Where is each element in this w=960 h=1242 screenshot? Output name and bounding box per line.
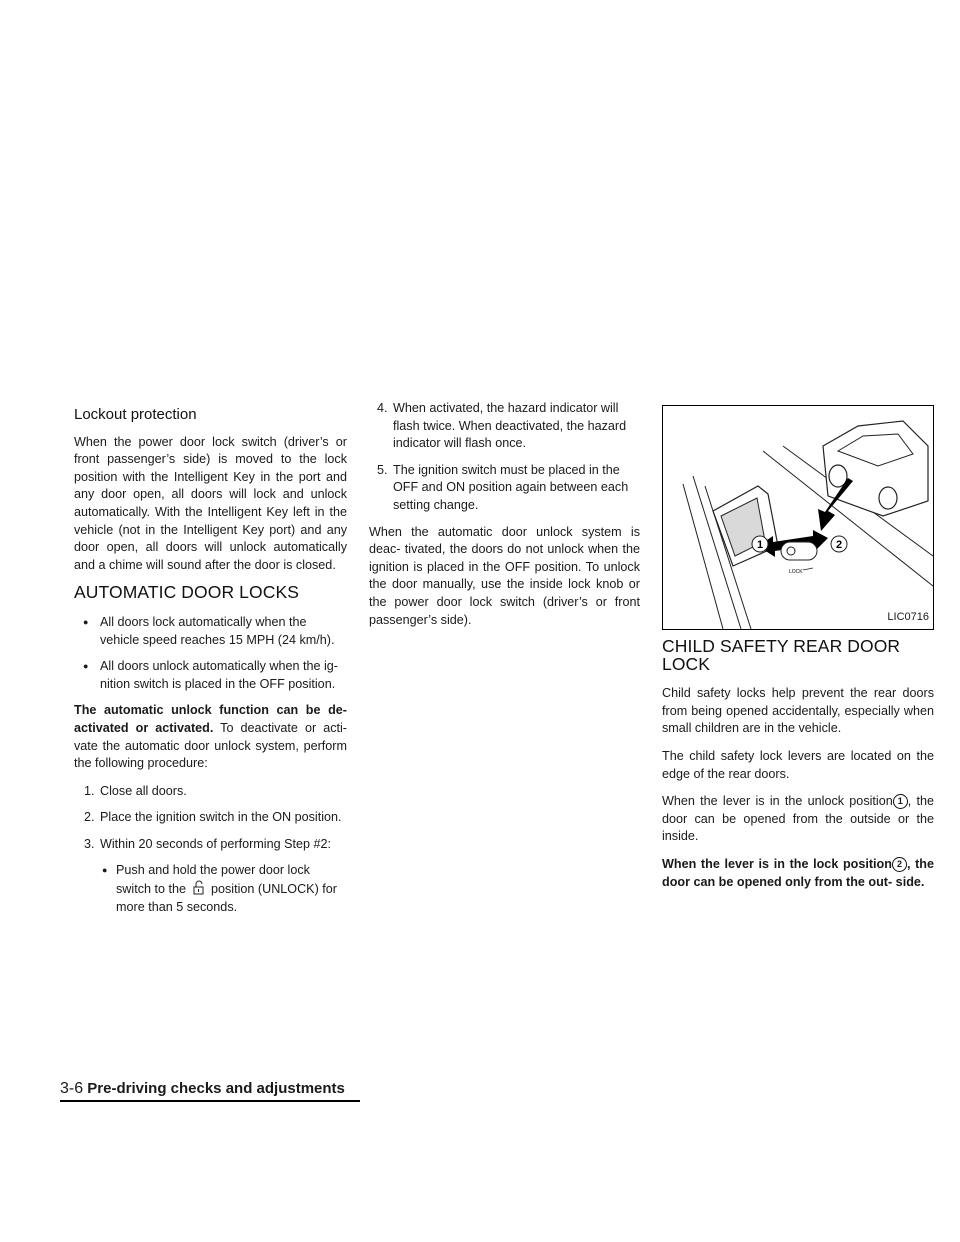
bullet-item: ● All doors lock automatically when the vehicle speed reaches 15 MPH (24 km/h). xyxy=(74,614,347,649)
figure-label-1: 1 xyxy=(756,539,764,551)
substep-text-a: Push and hold the power door lock switch to the xyxy=(116,863,310,897)
page-number: 3-6 xyxy=(60,1080,84,1097)
section-title: Pre-driving checks and adjustments xyxy=(87,1080,345,1097)
step-number: 2. xyxy=(84,810,95,825)
step-number: 5. xyxy=(377,462,388,477)
illustration-drawing xyxy=(663,406,933,629)
child-safety-p3 xyxy=(662,793,934,846)
child-safety-p4 xyxy=(662,856,934,891)
intro-bold: The automatic unlock function can be de- activated or activated. xyxy=(74,703,347,735)
step-text: Within 20 seconds of performing Step #2: xyxy=(100,836,332,851)
sub-bullet-item xyxy=(74,862,347,916)
step-item xyxy=(74,809,347,827)
child-safety-lock-illustration xyxy=(662,405,934,630)
step-number: 1. xyxy=(84,783,95,798)
lockout-protection-text: When the power door lock switch (driver’s or front passenger’s side) is moved to the lock position with the Intelligent Key in the port and any door open, all doors will lock and unlock automatically. With the Intelligent Key left in the vehicle (not in the Intelligent Key port) and any door open, all doors will unlock automatically and a chime will sound after the door is closed. xyxy=(74,434,347,572)
step-number: 3. xyxy=(84,836,95,851)
step-item xyxy=(74,783,347,801)
bullet-item: ● All doors unlock automatically when the ig- nition switch is placed in the OFF position. xyxy=(74,658,347,693)
figure-code: LIC0716 xyxy=(887,611,929,624)
unlock-switch-icon xyxy=(190,880,208,896)
page-footer xyxy=(60,1080,345,1098)
step-item xyxy=(74,836,347,854)
deactivated-paragraph: When the automatic door unlock system is deac- tivated, the doors do not unlock when the ignition is placed in the OFF position. To unlock the door manually, use the inside lock knob or the power door lock switch (driver’s or front passenger’s side). xyxy=(369,524,640,627)
step-text: Close all doors. xyxy=(100,783,187,798)
figure-lock-text: LOCK xyxy=(789,569,803,575)
step-item xyxy=(369,400,640,453)
column-left xyxy=(74,400,347,925)
intro-rest: To deactivate or acti- vate the automatic door unlock system, perform the following procedure: xyxy=(74,720,347,771)
automatic-door-locks-heading: AUTOMATIC DOOR LOCKS xyxy=(74,582,299,603)
circled-number-2: 2 xyxy=(892,857,907,872)
circled-number-1: 1 xyxy=(893,794,908,809)
child-safety-p1: Child safety locks help prevent the rear doors from being opened accidentally, especially when small children are in the vehicle. xyxy=(662,686,934,736)
child-safety-heading: CHILD SAFETY REAR DOOR LOCK xyxy=(662,636,901,674)
p4-text-a: When the lever is in the lock position xyxy=(662,856,892,871)
p3-text-b: , the door can be opened from the outside or the inside. xyxy=(662,794,934,844)
p4-text-b: , the door can be opened only from the out- side. xyxy=(662,856,935,889)
step-item xyxy=(369,462,640,515)
footer-rule xyxy=(60,1100,360,1102)
column-middle xyxy=(369,400,640,639)
figure-label-2: 2 xyxy=(835,539,843,551)
p3-text-a: When the lever is in the unlock position xyxy=(662,794,893,809)
column-right xyxy=(662,405,934,901)
step-text: The ignition switch must be placed in the OFF and ON position again between each setting change. xyxy=(393,462,629,512)
automatic-unlock-intro xyxy=(74,702,347,772)
lockout-protection-heading: Lockout protection xyxy=(74,406,197,423)
step-number: 4. xyxy=(377,401,388,415)
child-safety-p2: The child safety lock levers are located on the edge of the rear doors. xyxy=(662,748,934,781)
step-text: Place the ignition switch in the ON position. xyxy=(100,810,342,825)
substep-text-b: position (UNLOCK) for more than 5 seconds. xyxy=(116,882,337,914)
step-text: When activated, the hazard indicator will flash twice. When deactivated, the hazard indicator will flash once. xyxy=(393,401,627,451)
